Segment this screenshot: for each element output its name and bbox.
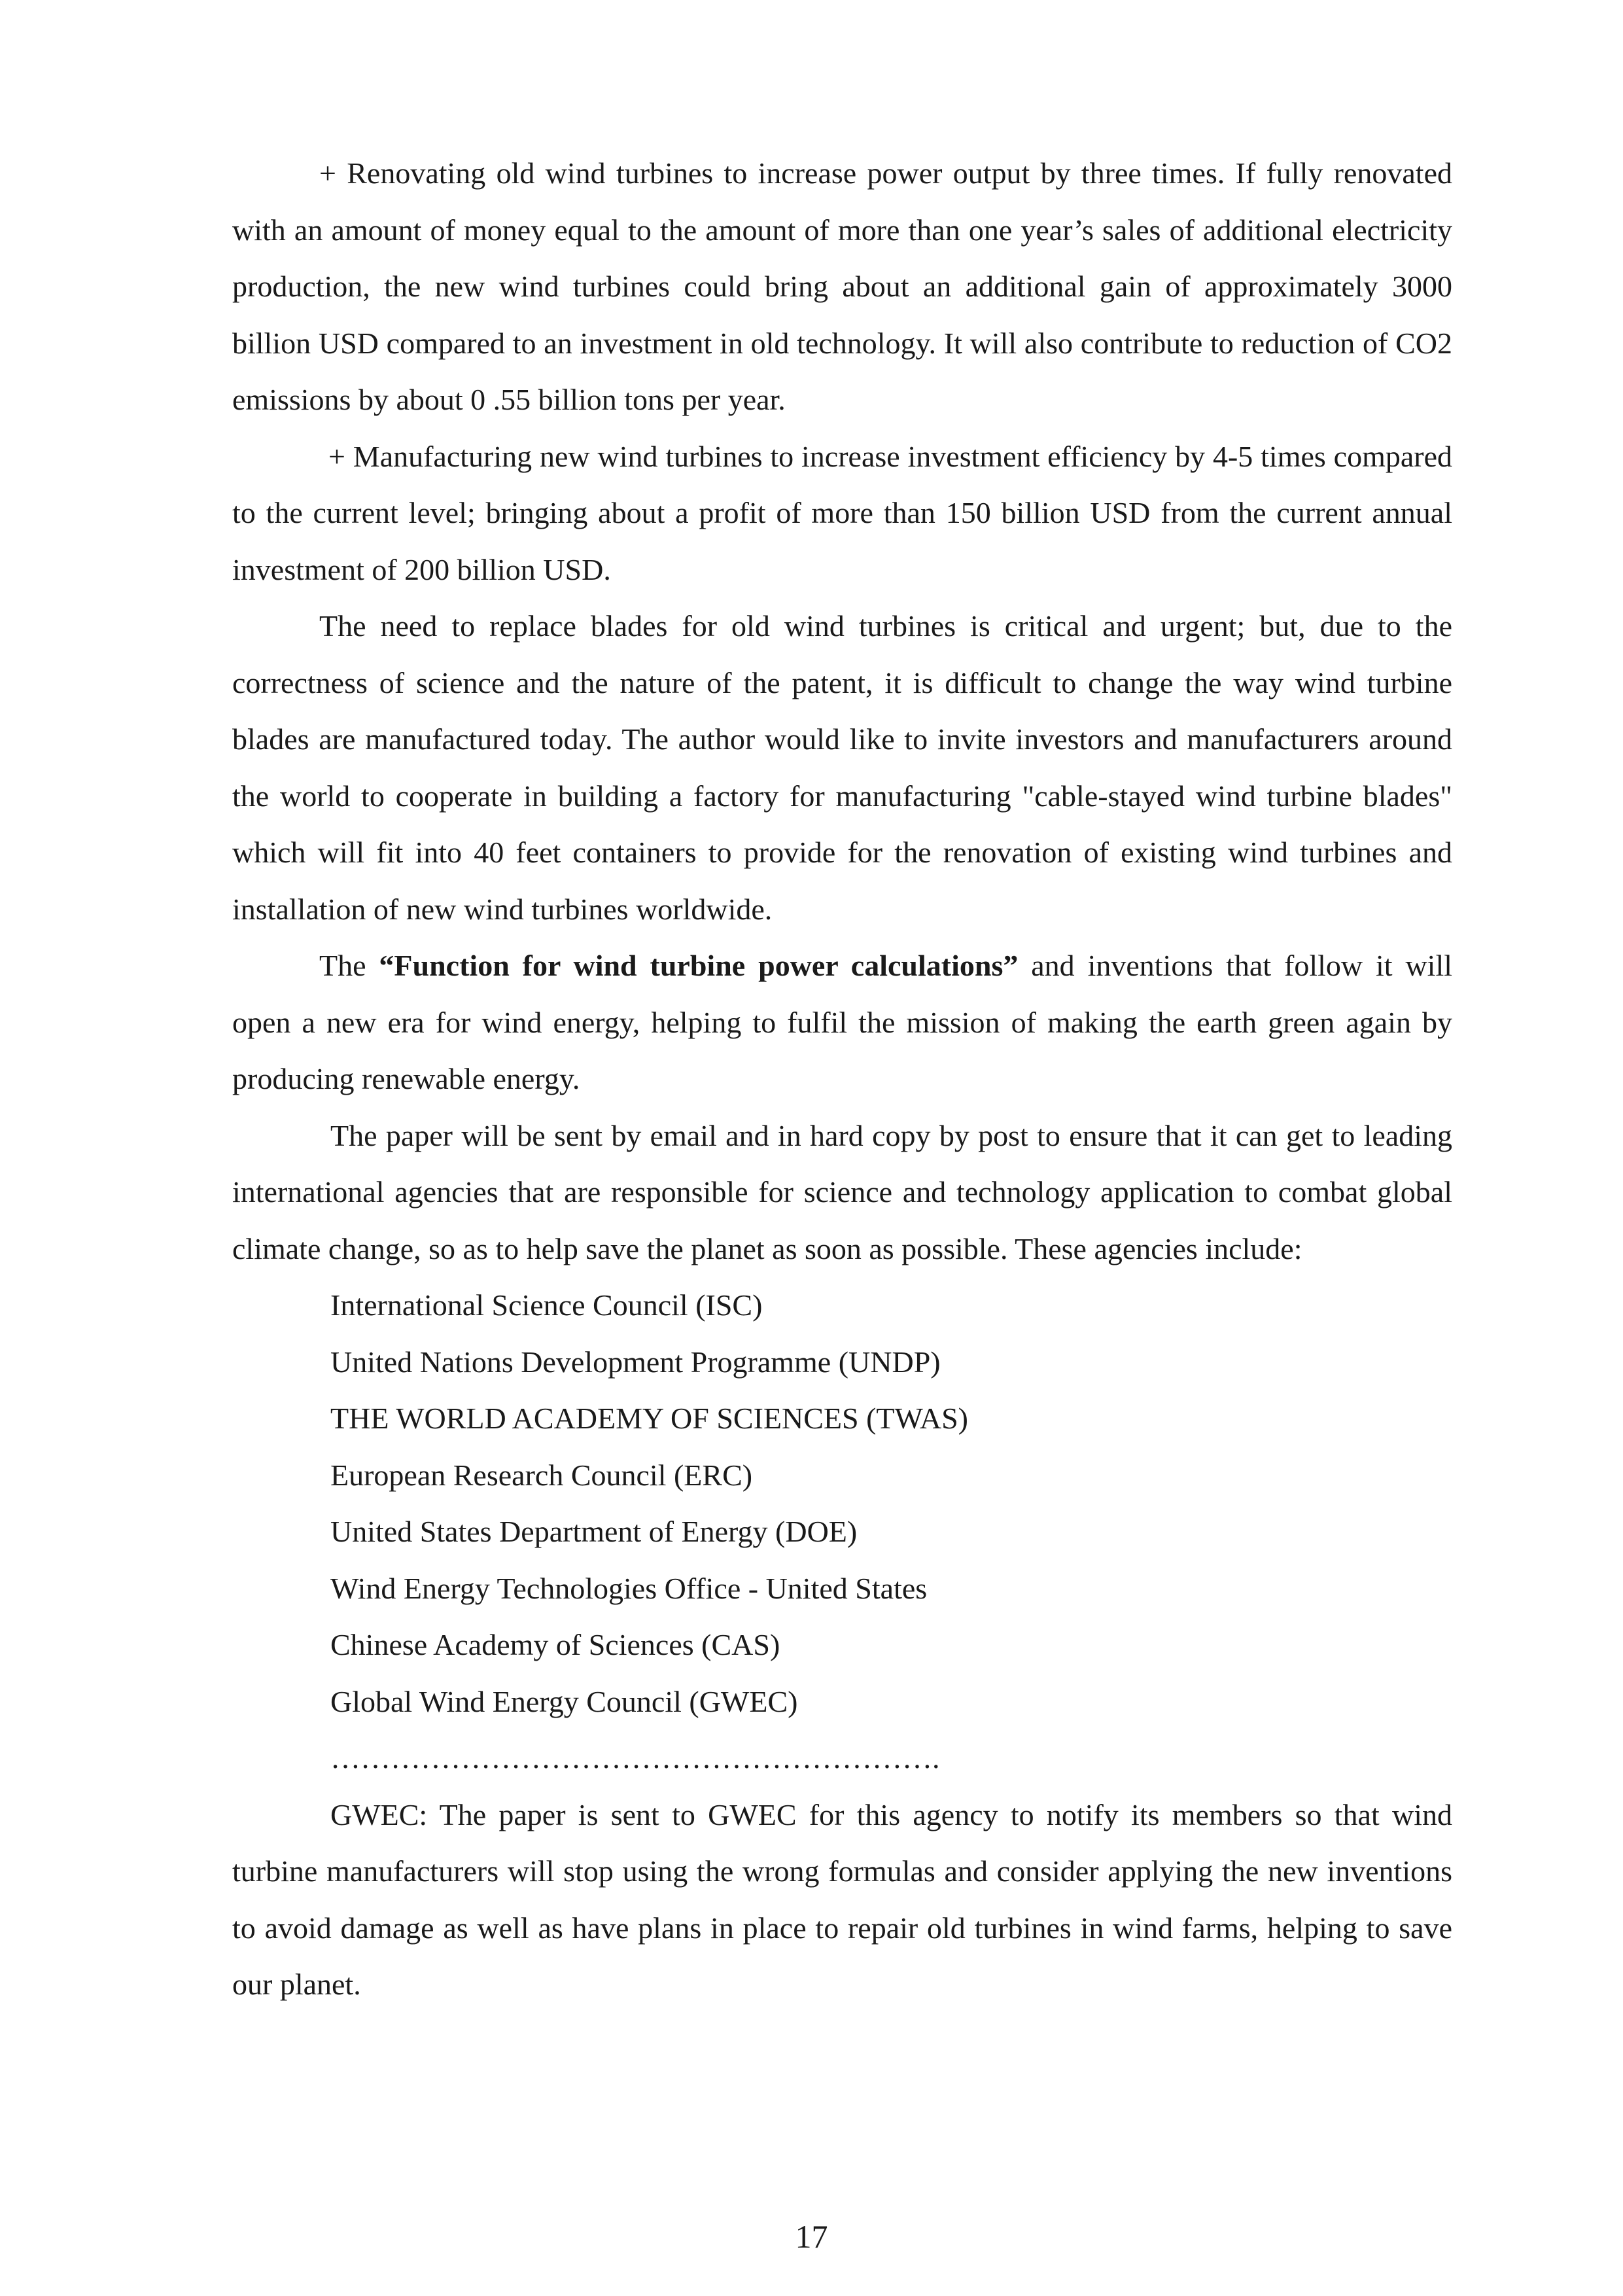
paragraph-function [232, 938, 1452, 1108]
agency-item-isc: International Science Council (ISC) [330, 1288, 763, 1322]
agency-item-doe: United States Department of Energy (DOE) [330, 1515, 858, 1548]
agency-item-erc: European Research Council (ERC) [330, 1458, 753, 1492]
agency-twas-name: THE WORLD ACADEMY OF SCIENCES [330, 1402, 859, 1435]
paragraph-gwec: GWEC: The paper is sent to GWEC for this agency to notify its members so that wind turbine manufacturers will stop using the wrong formulas and consider applying the new inventions to avoid damage as well as have plans in place to repair old turbines in wind farms, helping to save our planet. [232, 1797, 1452, 2001]
agency-twas-abbrev: (TWAS) [866, 1402, 968, 1435]
function-pre-text: The [319, 949, 379, 982]
bullet-manufacturing: + Manufacturing new wind turbines to increase investment efficiency by 4-5 times compared to the current level; bringing about a profit of more than 150 billion USD from the current annual investment of 200 billion USD. [232, 439, 1452, 586]
agency-item-twas [330, 1390, 1452, 1447]
agency-item-gwec: Global Wind Energy Council (GWEC) [330, 1684, 798, 1718]
agency-item-cas: Chinese Academy of Sciences (CAS) [330, 1628, 780, 1661]
agency-item-undp: United Nations Development Programme (UNDP) [330, 1345, 941, 1379]
paragraph-paper: The paper will be sent by email and in hard copy by post to ensure that it can get to leading international agencies that are responsible for science and technology application to combat global climate change, so as to help save the planet as soon as possible. These agencies include: [232, 1118, 1452, 1265]
agency-list [232, 1277, 1452, 1730]
document-body [232, 145, 1452, 2013]
bullet-renovating: + Renovating old wind turbines to increase power output by three times. If fully renovated with an amount of money equal to the amount of more than one year’s sales of additional electricity production, the new wind turbines could bring about an additional gain of approximately 3000 billion USD compared to an investment in old technology. It will also contribute to reduction of CO2 emissions by about 0 .55 billion tons per year. [232, 156, 1452, 416]
function-post-text: and inventions that follow it will open a new era for wind energy, helping to fulfil the mission of making the earth green again by producing renewable energy. [232, 949, 1453, 1095]
function-title: “Function for wind turbine power calculations” [379, 949, 1019, 982]
page-number: 17 [795, 2218, 828, 2255]
paragraph-blades: The need to replace blades for old wind turbines is critical and urgent; but, due to the correctness of science and the nature of the patent, it is difficult to change the way wind turbine blades are manufactured today. The author would like to invite investors and manufacturers around the world to cooperate in building a factory for manufacturing "cable-stayed wind turbine blades" which will fit into 40 feet containers to provide for the renovation of existing wind turbines and installation of new wind turbines worldwide. [232, 609, 1452, 926]
ellipsis-line: ……………………………………………………. [330, 1741, 940, 1775]
agency-item-weto: Wind Energy Technologies Office - United States [330, 1571, 928, 1605]
